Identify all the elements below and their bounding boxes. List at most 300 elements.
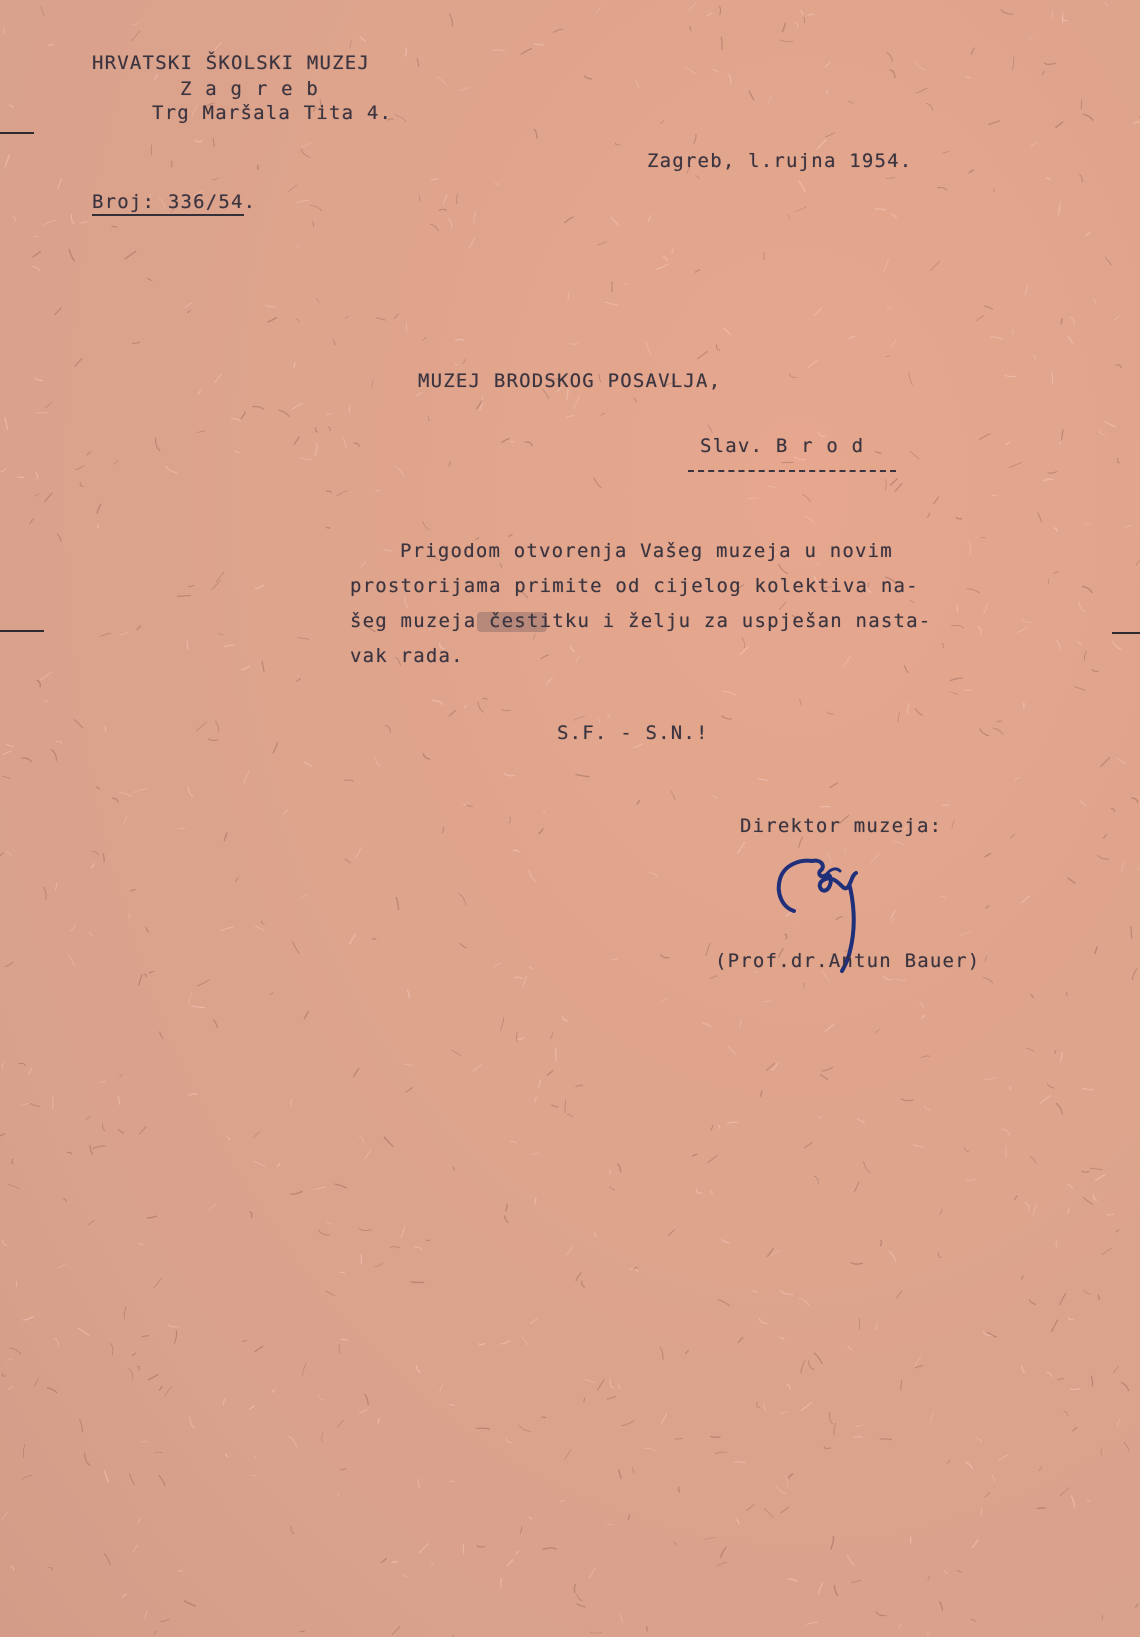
paper-fiber xyxy=(620,1613,623,1623)
paper-fiber xyxy=(611,217,618,225)
paper-fiber xyxy=(155,1452,162,1453)
paper-fiber xyxy=(361,561,366,567)
paper-fiber xyxy=(431,179,439,181)
paper-fiber xyxy=(1015,1196,1018,1200)
paper-fiber xyxy=(410,1282,424,1283)
paper-fiber xyxy=(2,1063,3,1070)
paper-fiber xyxy=(513,850,519,852)
paper-fiber xyxy=(75,358,82,367)
paper-fiber xyxy=(296,678,300,681)
paper-fiber xyxy=(376,757,381,766)
paper-fiber xyxy=(1056,1103,1063,1114)
paper-fiber xyxy=(723,691,736,695)
paper-fiber xyxy=(213,1020,217,1028)
paper-fiber xyxy=(74,719,83,728)
paper-fiber xyxy=(771,1250,780,1255)
paper-fiber xyxy=(824,1447,831,1449)
paper-fiber xyxy=(949,692,958,695)
paper-fiber xyxy=(139,975,142,986)
paper-fiber xyxy=(521,48,532,54)
paper-fiber xyxy=(405,48,406,57)
paper-fiber xyxy=(87,451,91,454)
paper-fiber xyxy=(510,1141,517,1143)
body-line-4: vak rada. xyxy=(350,645,464,667)
paper-fiber xyxy=(573,717,585,721)
paper-fiber xyxy=(633,398,636,404)
paper-fiber xyxy=(1022,1276,1024,1280)
paper-fiber xyxy=(926,103,933,111)
paper-fiber xyxy=(463,358,466,364)
paper-fiber xyxy=(439,1383,443,1393)
paper-fiber xyxy=(672,248,674,253)
paper-fiber xyxy=(97,524,98,529)
paper-fiber xyxy=(875,451,882,453)
paper-fiber xyxy=(49,1567,53,1571)
paper-fiber xyxy=(609,1170,610,1175)
paper-fiber xyxy=(159,1475,166,1486)
paper-fiber xyxy=(58,178,62,189)
paper-fiber xyxy=(767,1248,773,1257)
fold-mark-left xyxy=(0,630,44,632)
paper-fiber xyxy=(619,1469,622,1479)
paper-fiber xyxy=(980,729,989,736)
paper-fiber xyxy=(1131,798,1138,803)
paper-fiber xyxy=(340,1468,346,1470)
paper-fiber xyxy=(585,1379,596,1383)
paper-fiber xyxy=(915,1366,923,1368)
paper-fiber xyxy=(459,893,466,905)
paper-fiber xyxy=(534,1095,536,1102)
paper-fiber xyxy=(5,154,10,167)
paper-fiber xyxy=(474,211,476,224)
paper-fiber xyxy=(76,466,85,470)
paper-fiber xyxy=(244,771,249,783)
paper-fiber xyxy=(477,1546,485,1547)
paper-fiber xyxy=(385,726,390,733)
paper-fiber xyxy=(129,1369,133,1380)
paper-fiber xyxy=(964,1147,969,1152)
paper-fiber xyxy=(847,1555,854,1566)
paper-fiber xyxy=(736,1520,739,1525)
paper-fiber xyxy=(607,1524,614,1526)
paper-fiber xyxy=(1044,63,1055,64)
paper-fiber xyxy=(534,44,544,45)
paper-fiber xyxy=(1043,479,1053,481)
paper-fiber xyxy=(394,314,399,319)
paper-fiber xyxy=(897,1291,903,1299)
paper-fiber xyxy=(457,194,458,204)
paper-fiber xyxy=(859,1318,860,1331)
paper-fiber xyxy=(21,758,31,762)
paper-fiber xyxy=(857,1118,865,1122)
paper-fiber xyxy=(697,351,707,359)
paper-fiber xyxy=(1052,372,1053,385)
paper-fiber xyxy=(88,1221,95,1225)
paper-fiber xyxy=(799,1298,810,1306)
paper-fiber xyxy=(164,1386,172,1397)
paper-fiber xyxy=(213,42,222,52)
paper-fiber xyxy=(142,1336,149,1337)
paper-fiber xyxy=(623,284,627,285)
paper-fiber xyxy=(44,700,48,702)
paper-fiber xyxy=(316,298,319,304)
paper-fiber xyxy=(1105,257,1112,265)
paper-fiber xyxy=(198,390,201,395)
paper-fiber xyxy=(721,1239,729,1243)
paper-fiber xyxy=(985,854,991,857)
paper-fiber xyxy=(916,88,928,93)
paper-fiber xyxy=(956,517,962,519)
paper-fiber xyxy=(253,1161,265,1166)
paper-fiber xyxy=(716,344,720,350)
paper-fiber xyxy=(469,237,475,248)
paper-fiber xyxy=(310,206,322,211)
paper-fiber xyxy=(721,1547,727,1558)
paper-fiber xyxy=(574,1584,575,1593)
paper-fiber xyxy=(892,842,904,846)
paper-fiber xyxy=(543,810,545,814)
paper-fiber xyxy=(589,1567,596,1578)
paper-fiber xyxy=(67,1152,72,1154)
paper-fiber xyxy=(90,1145,92,1154)
paper-fiber xyxy=(132,1353,136,1356)
paper-fiber xyxy=(695,270,700,272)
paper-fiber xyxy=(788,1579,798,1581)
paper-fiber xyxy=(966,1180,977,1181)
paper-fiber xyxy=(85,1453,91,1466)
paper-fiber xyxy=(675,1438,683,1439)
paper-fiber xyxy=(120,1074,123,1078)
paper-fiber xyxy=(313,1187,325,1190)
body-line-1: Prigodom otvorenja Vašeg muzeja u novim xyxy=(400,540,893,562)
paper-fiber xyxy=(710,1190,713,1195)
paper-fiber xyxy=(880,1240,881,1246)
paper-fiber xyxy=(991,495,997,496)
paper-fiber xyxy=(125,251,137,259)
paper-fiber xyxy=(132,342,140,343)
paper-fiber xyxy=(660,1347,663,1359)
paper-fiber xyxy=(327,413,333,414)
paper-fiber xyxy=(1118,458,1120,463)
paper-fiber xyxy=(975,1438,982,1442)
paper-fiber xyxy=(453,1167,454,1171)
paper-fiber xyxy=(224,645,235,647)
paper-fiber xyxy=(737,842,745,854)
paper-fiber xyxy=(656,264,669,270)
paper-fiber xyxy=(647,1626,648,1631)
paper-fiber xyxy=(416,393,422,396)
paper-fiber xyxy=(1111,809,1115,813)
paper-fiber xyxy=(679,1487,680,1492)
paper-fiber xyxy=(1060,1293,1066,1305)
paper-fiber xyxy=(144,974,147,977)
paper-fiber xyxy=(250,1212,252,1218)
paper-fiber xyxy=(54,308,61,316)
paper-fiber xyxy=(1092,669,1099,671)
paper-fiber xyxy=(154,1631,157,1635)
paper-fiber xyxy=(120,632,130,635)
paper-fiber xyxy=(1067,1209,1069,1214)
signatory-name: (Prof.dr.Antun Bauer) xyxy=(715,950,981,972)
paper-fiber xyxy=(1094,1194,1097,1200)
paper-fiber xyxy=(510,441,514,442)
paper-fiber xyxy=(1047,1084,1054,1088)
paper-fiber xyxy=(431,1562,435,1564)
paper-fiber xyxy=(97,504,100,514)
paper-fiber xyxy=(213,138,214,147)
paper-fiber xyxy=(289,1436,297,1447)
paper-fiber xyxy=(292,404,302,410)
paper-fiber xyxy=(1009,1086,1010,1090)
paper-fiber xyxy=(942,805,949,806)
paper-fiber xyxy=(523,976,527,987)
paper-fiber xyxy=(734,1462,746,1463)
paper-fiber xyxy=(758,779,769,781)
paper-fiber xyxy=(971,1620,975,1623)
paper-fiber xyxy=(80,1419,83,1432)
paper-fiber xyxy=(609,1186,615,1189)
paper-fiber xyxy=(1037,1508,1046,1509)
paper-fiber xyxy=(197,431,206,433)
paper-fiber xyxy=(796,23,798,28)
paper-fiber xyxy=(1082,1171,1090,1173)
paper-fiber xyxy=(449,1405,454,1407)
paper-fiber xyxy=(930,261,940,271)
paper-fiber xyxy=(1136,554,1140,565)
paper-fiber xyxy=(566,416,575,418)
paper-fiber xyxy=(1064,1411,1068,1416)
paper-fiber xyxy=(1031,142,1037,146)
paper-fiber xyxy=(12,1159,14,1165)
paper-fiber xyxy=(71,214,74,224)
paper-fiber xyxy=(541,655,550,659)
paper-fiber xyxy=(339,1272,344,1273)
paper-fiber xyxy=(694,134,696,144)
paper-fiber xyxy=(419,1543,429,1553)
paper-fiber xyxy=(236,877,239,881)
paper-fiber xyxy=(1116,1230,1120,1233)
paper-fiber xyxy=(594,1232,596,1236)
paper-fiber xyxy=(1004,375,1017,377)
paper-fiber xyxy=(800,10,803,16)
paper-fiber xyxy=(804,17,805,23)
paper-fiber xyxy=(1083,114,1094,121)
paper-fiber xyxy=(303,1363,306,1376)
paper-fiber xyxy=(495,182,499,186)
paper-fiber xyxy=(188,993,191,1005)
paper-fiber xyxy=(401,1225,406,1238)
paper-fiber xyxy=(767,96,771,105)
salutation: S.F. - S.N.! xyxy=(557,722,709,744)
paper-fiber xyxy=(501,439,509,443)
paper-fiber xyxy=(529,967,533,969)
paper-fiber xyxy=(715,1452,727,1454)
paper-fiber xyxy=(913,1145,924,1148)
paper-fiber xyxy=(568,293,569,301)
signature-title: Direktor muzeja: xyxy=(740,815,943,837)
paper-fiber xyxy=(985,905,989,908)
paper-fiber xyxy=(556,1047,557,1061)
paper-fiber xyxy=(337,1420,343,1428)
paper-fiber xyxy=(539,829,543,835)
paper-fiber xyxy=(449,14,452,26)
paper-fiber xyxy=(855,1425,863,1427)
paper-fiber xyxy=(460,943,466,948)
paper-fiber xyxy=(886,178,895,179)
paper-fiber xyxy=(1099,430,1105,435)
paper-fiber xyxy=(1097,855,1108,859)
paper-fiber xyxy=(1083,1197,1092,1204)
paper-fiber xyxy=(565,1449,572,1460)
paper-fiber xyxy=(567,1247,574,1255)
paper-fiber xyxy=(1074,687,1085,691)
paper-fiber xyxy=(139,1126,146,1134)
paper-fiber xyxy=(985,956,987,963)
paper-fiber xyxy=(535,1197,536,1205)
paper-fiber xyxy=(23,1317,34,1320)
paper-fiber xyxy=(291,1099,293,1107)
paper-fiber xyxy=(1022,1365,1025,1373)
paper-fiber xyxy=(981,1508,982,1516)
paper-fiber xyxy=(772,1063,778,1071)
paper-fiber xyxy=(3,751,11,755)
paper-fiber xyxy=(567,1115,573,1118)
paper-fiber xyxy=(883,259,888,272)
paper-fiber xyxy=(188,786,193,797)
paper-fiber xyxy=(589,1632,602,1634)
paper-fiber xyxy=(4,28,5,34)
paper-fiber xyxy=(455,339,463,341)
paper-fiber xyxy=(584,1398,585,1403)
paper-fiber xyxy=(168,1325,179,1327)
paper-fiber xyxy=(403,1574,409,1578)
paper-fiber xyxy=(509,817,511,824)
paper-fiber xyxy=(728,1046,736,1054)
paper-fiber xyxy=(189,1415,193,1428)
paper-fiber xyxy=(629,1514,630,1520)
paper-fiber xyxy=(381,1558,387,1563)
paper-fiber xyxy=(37,680,41,687)
paper-fiber xyxy=(406,323,407,332)
paper-fiber xyxy=(1060,439,1061,444)
paper-fiber xyxy=(767,487,777,489)
paper-fiber xyxy=(966,76,971,77)
paper-fiber xyxy=(1057,1379,1064,1381)
paper-fiber xyxy=(217,633,225,635)
paper-fiber xyxy=(0,853,3,857)
paper-fiber xyxy=(122,1594,126,1597)
paper-fiber xyxy=(945,1571,948,1574)
paper-fiber xyxy=(464,704,466,708)
paper-fiber xyxy=(753,1290,758,1292)
paper-fiber xyxy=(637,800,639,804)
recipient-name: MUZEJ BRODSKOG POSAVLJA, xyxy=(418,370,722,392)
paper-fiber xyxy=(801,1361,805,1374)
paper-fiber xyxy=(148,1374,158,1380)
paper-fiber xyxy=(272,1389,275,1392)
paper-fiber xyxy=(189,585,194,587)
paper-fiber xyxy=(645,1449,657,1453)
paper-fiber xyxy=(957,605,958,612)
paper-fiber xyxy=(5,744,13,747)
paper-fiber xyxy=(8,1387,13,1390)
paper-fiber xyxy=(1060,1488,1069,1497)
paper-fiber xyxy=(1081,801,1087,806)
paper-fiber xyxy=(111,226,117,228)
paper-fiber xyxy=(23,1444,24,1458)
paper-fiber xyxy=(54,1338,59,1346)
paper-fiber xyxy=(1098,1295,1099,1300)
paper-fiber xyxy=(690,26,691,30)
paper-fiber xyxy=(785,1475,788,1487)
paper-fiber xyxy=(137,1518,141,1523)
paper-fiber xyxy=(341,1339,348,1340)
paper-fiber xyxy=(178,827,185,829)
paper-fiber xyxy=(1124,525,1131,528)
paper-fiber xyxy=(1072,1427,1077,1431)
paper-fiber xyxy=(1056,640,1060,649)
paper-fiber xyxy=(598,1379,605,1390)
paper-fiber xyxy=(1082,586,1092,593)
paper-fiber xyxy=(492,50,506,51)
paper-fiber xyxy=(890,478,897,485)
paper-fiber xyxy=(1053,572,1059,574)
paper-fiber xyxy=(473,1065,482,1072)
paper-fiber xyxy=(253,407,264,410)
paper-fiber xyxy=(189,1094,198,1096)
paper-fiber xyxy=(1113,1366,1118,1373)
paper-fiber xyxy=(584,76,592,79)
paper-fiber xyxy=(576,1272,581,1281)
paper-fiber xyxy=(576,655,579,662)
paper-fiber xyxy=(915,1356,921,1365)
paper-fiber xyxy=(1116,758,1125,764)
paper-fiber xyxy=(21,1475,33,1479)
paper-fiber xyxy=(1037,513,1041,522)
paper-fiber xyxy=(1054,528,1058,532)
paper-fiber xyxy=(976,316,984,321)
paper-fiber xyxy=(359,1409,367,1413)
paper-fiber xyxy=(0,1134,5,1137)
paper-fiber xyxy=(354,1068,360,1077)
paper-fiber xyxy=(876,1611,887,1615)
paper-fiber xyxy=(255,585,265,589)
paper-fiber xyxy=(521,1337,527,1346)
paper-fiber xyxy=(138,1242,145,1244)
paper-fiber xyxy=(662,998,667,1000)
paper-fiber xyxy=(759,1318,767,1324)
paper-fiber xyxy=(793,457,806,460)
paper-fiber xyxy=(283,809,289,814)
paper-fiber xyxy=(519,1426,531,1432)
paper-fiber xyxy=(396,466,405,476)
paper-fiber xyxy=(2,776,11,778)
paper-fiber xyxy=(1034,1204,1037,1216)
reference-suffix: . xyxy=(243,191,257,213)
paper-fiber xyxy=(18,1063,25,1066)
paper-fiber xyxy=(834,1585,838,1596)
paper-fiber xyxy=(119,1096,121,1106)
paper-fiber xyxy=(220,927,233,931)
paper-fiber xyxy=(928,1576,930,1580)
paper-fiber xyxy=(110,1343,113,1355)
paper-fiber xyxy=(542,1417,546,1418)
paper-fiber xyxy=(1011,331,1013,336)
paper-fiber xyxy=(124,816,127,823)
paper-fiber xyxy=(1040,1095,1051,1103)
paper-fiber xyxy=(1029,36,1033,40)
paper-fiber xyxy=(596,7,601,14)
